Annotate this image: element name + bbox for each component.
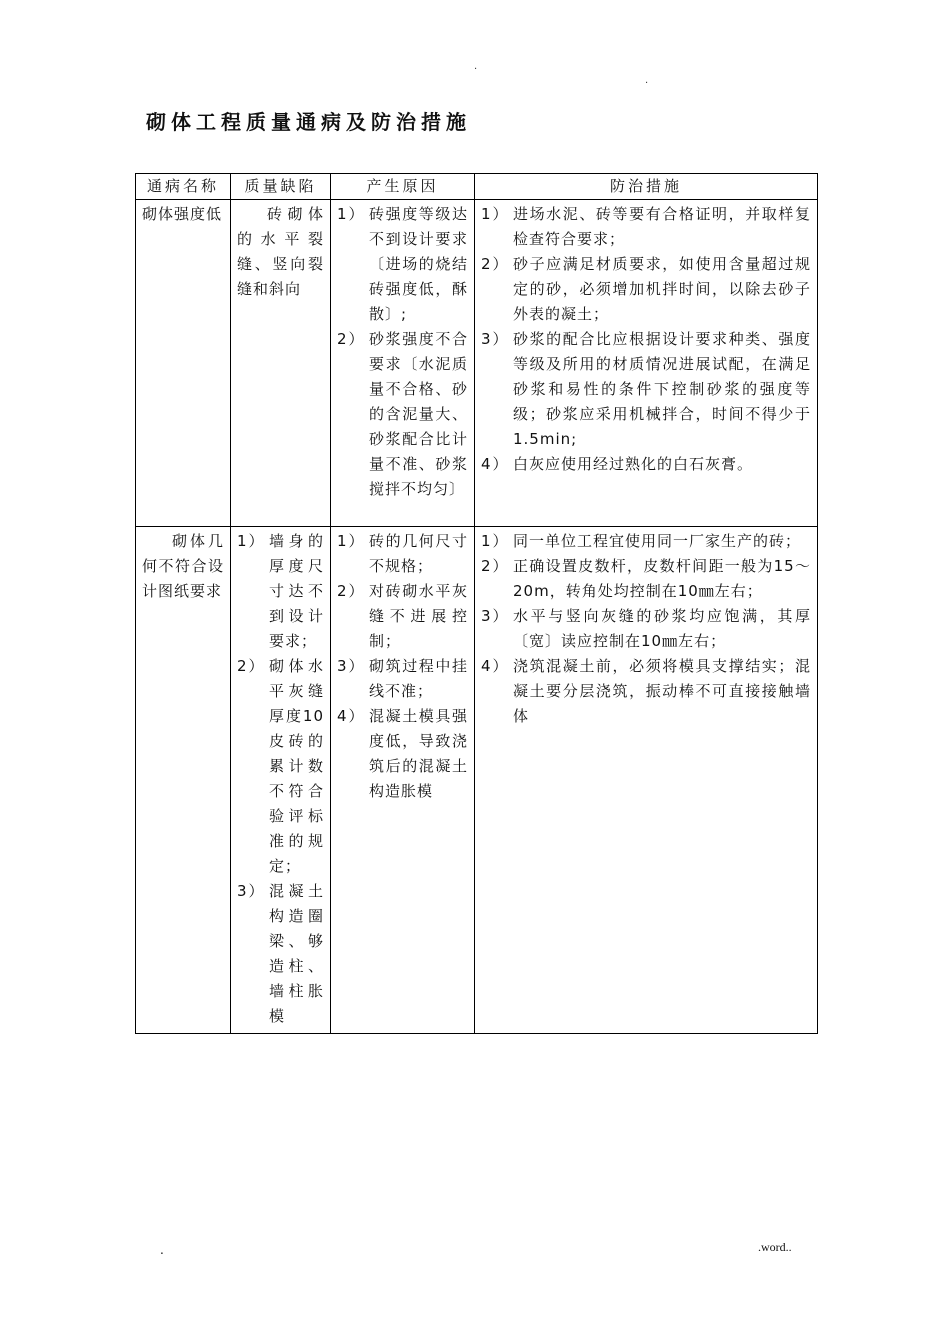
item-text: 同一单位工程宜使用同一厂家生产的砖； (513, 532, 802, 550)
item-text: 水平与竖向灰缝的砂浆均应饱满，其厚〔宽〕读应控制在10㎜左右； (513, 607, 811, 650)
measure-item (481, 252, 811, 327)
defect-cell (231, 200, 331, 527)
cause-item (337, 202, 468, 327)
cause-cell (331, 527, 475, 1034)
item-text: 进场水泥、砖等要有合格证明，并取样复检查符合要求； (513, 205, 811, 248)
item-number: 2） (337, 330, 366, 348)
header-cause: 产生原因 (331, 174, 475, 200)
table-row (136, 527, 818, 1034)
item-number: 4） (481, 455, 510, 473)
footer-dot: . (160, 1243, 164, 1257)
defect-item (237, 879, 324, 1029)
cause-item (337, 704, 468, 804)
item-number: 1） (337, 532, 366, 550)
defects-table (135, 173, 818, 1034)
item-number: 3） (481, 607, 510, 625)
cause-cell (331, 200, 475, 527)
measure-item (481, 327, 811, 452)
cause-item (337, 529, 468, 579)
measure-cell (475, 200, 818, 527)
item-number: 2） (237, 657, 266, 675)
item-text: 砖强度等级达不到设计要求〔进场的烧结砖强度低，酥散〕; (369, 205, 468, 323)
item-number: 1） (337, 205, 366, 223)
header-defect: 质量缺陷 (231, 174, 331, 200)
measure-item (481, 604, 811, 654)
item-text: 浇筑混凝土前，必须将模具支撑结实；混凝土要分层浇筑，振动棒不可直接接触墙体 (513, 657, 811, 725)
measure-item (481, 654, 811, 729)
item-text: 砂子应满足材质要求，如使用含量超过规定的砂，必须增加机拌时间，以除去砂子外表的凝土； (513, 255, 811, 323)
cause-item (337, 654, 468, 704)
item-text: 砂浆的配合比应根据设计要求种类、强度等级及所用的材质情况进展试配，在满足砂浆和易性的条件下控制砂浆的强度等级；砂浆应采用机械拌合，时间不得少于1.5min; (513, 330, 811, 448)
item-text: 对砖砌水平灰缝不进展控制； (369, 582, 468, 650)
defect-name: 砌体几何不符合设计图纸要求 (142, 532, 224, 600)
defect-name: 砌体强度低 (142, 205, 223, 223)
item-text: 白灰应使用经过熟化的白石灰膏。 (513, 455, 754, 473)
item-text: 砌筑过程中挂线不准； (369, 657, 468, 700)
item-text: 正确设置皮数杆，皮数杆间距一般为15～20m，转角处均控制在10㎜左右； (513, 557, 811, 600)
defect-name-cell (136, 200, 231, 527)
item-text: 混凝土模具强度低，导致浇筑后的混凝土构造胀模 (369, 707, 468, 800)
header-dot-right: . (645, 75, 649, 86)
table-header-row (136, 174, 818, 200)
item-number: 4） (337, 707, 366, 725)
header-dot-left: . (474, 61, 478, 72)
item-text: 墙身的厚度尺寸达不到设计要求； (269, 532, 324, 650)
header-name: 通病名称 (136, 174, 231, 200)
item-number: 3） (337, 657, 366, 675)
item-text: 砂浆强度不合要求〔水泥质量不合格、砂的含泥量大、砂浆配合比计量不准、砂浆搅拌不均匀〕 (369, 330, 468, 498)
cause-item (337, 579, 468, 654)
item-text: 砖的几何尺寸不规格； (369, 532, 468, 575)
item-number: 2） (481, 557, 510, 575)
item-number: 4） (481, 657, 510, 675)
item-number: 1） (481, 532, 510, 550)
cause-item (337, 327, 468, 502)
header-measure: 防治措施 (475, 174, 818, 200)
item-text: 砌体水平灰缝厚度10皮砖的累计数不符合验评标准的规定； (269, 657, 324, 875)
defect-name-cell (136, 527, 231, 1034)
page-title: 砌体工程质量通病及防治措施 (146, 110, 471, 134)
defect-item (237, 529, 324, 654)
item-text: 混凝土构造圈梁、够造柱、墙柱胀模 (269, 882, 324, 1025)
measure-item (481, 452, 811, 477)
measure-item (481, 202, 811, 252)
measure-item (481, 529, 811, 554)
item-number: 1） (481, 205, 510, 223)
item-number: 2） (337, 582, 366, 600)
measure-cell (475, 527, 818, 1034)
defect-item (237, 654, 324, 879)
footer-word: .word.. (758, 1240, 792, 1254)
table-row (136, 200, 818, 527)
item-number: 3） (237, 882, 266, 900)
item-number: 1） (237, 532, 266, 550)
item-number: 3） (481, 330, 510, 348)
measure-item (481, 554, 811, 604)
item-number: 2） (481, 255, 510, 273)
defect-cell (231, 527, 331, 1034)
defect-text: 砖砌体的水平裂缝、竖向裂缝和斜向 (237, 205, 324, 298)
